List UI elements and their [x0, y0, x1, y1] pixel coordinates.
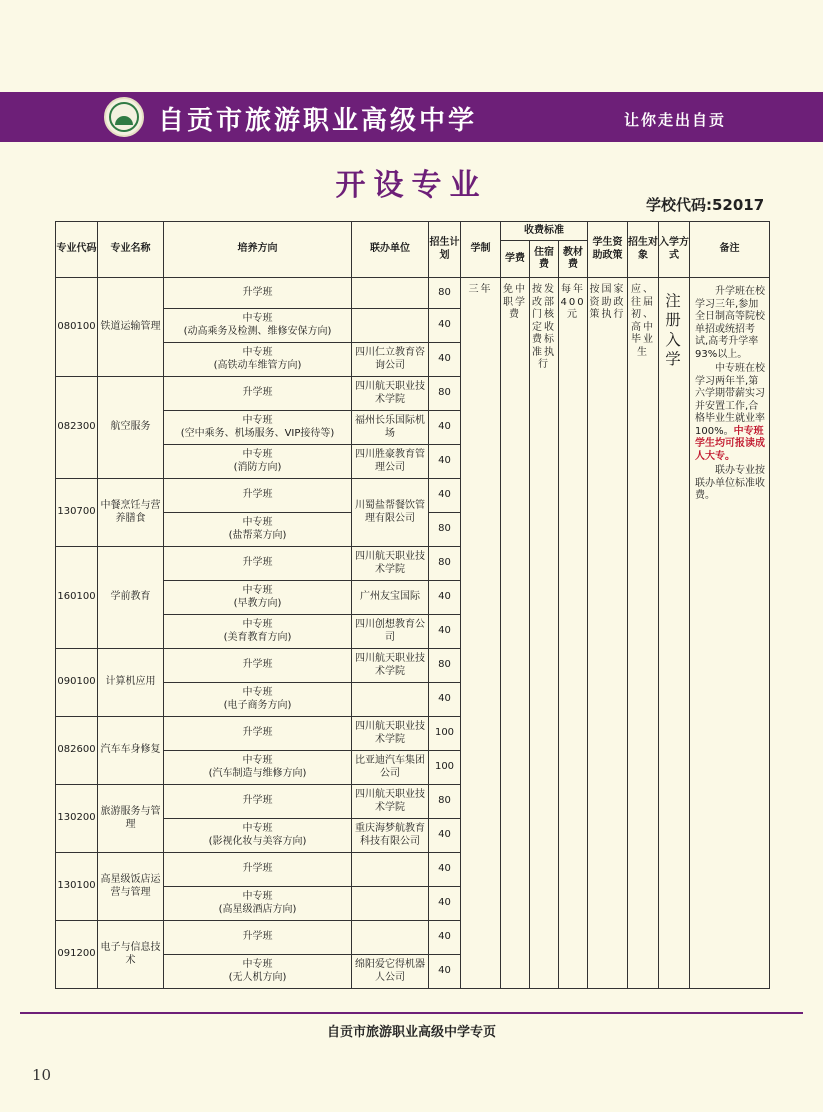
- direction-cell: 升学班: [164, 853, 352, 887]
- major-code: 082600: [56, 717, 98, 785]
- partner-cell: [352, 309, 429, 343]
- header-fees: 收费标准: [501, 222, 588, 241]
- enroll-cell: 注册入学: [659, 278, 690, 989]
- major-name: 计算机应用: [98, 649, 164, 717]
- direction-cell: 升学班: [164, 785, 352, 819]
- direction-cell: 中专班 (汽车制造与维修方向): [164, 751, 352, 785]
- school-name: 自贡市旅游职业高级中学: [158, 106, 478, 136]
- major-name: 汽车车身修复: [98, 717, 164, 785]
- direction-cell: 升学班: [164, 921, 352, 955]
- major-code: 160100: [56, 547, 98, 649]
- direction-cell: 升学班: [164, 717, 352, 751]
- table-header-row: [56, 222, 770, 241]
- table-row: [56, 278, 770, 309]
- quota-cell: 80: [429, 649, 461, 683]
- major-code: 130700: [56, 479, 98, 547]
- tuition-cell: 免中职学费: [501, 278, 530, 989]
- partner-cell: 四川航天职业技术学院: [352, 785, 429, 819]
- direction-cell: 中专班 (高星级酒店方向): [164, 887, 352, 921]
- quota-cell: 40: [429, 479, 461, 513]
- direction-cell: 中专班 (美育教育方向): [164, 615, 352, 649]
- remarks-secondary: 中专班在校学习两年半,第六学期带薪实习并安置工作,合格毕业生就业率100%。中专班学生均可报读成人大专。: [695, 363, 766, 462]
- direction-cell: 升学班: [164, 377, 352, 411]
- footer-divider: [20, 1012, 803, 1014]
- page-title: 开设专业: [335, 168, 488, 203]
- quota-cell: 80: [429, 513, 461, 547]
- remarks-cell: [690, 278, 770, 989]
- partner-cell: 福州长乐国际机场: [352, 411, 429, 445]
- major-name: 中餐烹饪与营养膳食: [98, 479, 164, 547]
- majors-table: [55, 221, 770, 989]
- header-books: 教材费: [559, 241, 588, 278]
- partner-cell: [352, 853, 429, 887]
- header-enroll: 入学方式: [659, 222, 690, 278]
- major-name: 高星级饭店运营与管理: [98, 853, 164, 921]
- direction-cell: 中专班 (盐帮菜方向): [164, 513, 352, 547]
- partner-cell: [352, 278, 429, 309]
- direction-cell: 中专班 (影视化妆与美容方向): [164, 819, 352, 853]
- quota-cell: 100: [429, 751, 461, 785]
- major-code: 091200: [56, 921, 98, 989]
- header-aid: 学生资助政策: [588, 222, 628, 278]
- school-code: 学校代码:52017: [646, 196, 765, 214]
- quota-cell: 40: [429, 615, 461, 649]
- major-name: 旅游服务与管理: [98, 785, 164, 853]
- quota-cell: 40: [429, 921, 461, 955]
- partner-cell: 比亚迪汽车集团公司: [352, 751, 429, 785]
- partner-cell: 四川胜豪教育管理公司: [352, 445, 429, 479]
- direction-cell: 中专班 (消防方向): [164, 445, 352, 479]
- partner-cell: [352, 921, 429, 955]
- direction-label: 升学班: [242, 286, 273, 298]
- header-direction: 培养方向: [164, 222, 352, 278]
- header-partner: 联办单位: [352, 222, 429, 278]
- direction-cell: 中专班 (高铁动车维管方向): [164, 343, 352, 377]
- major-name: 学前教育: [98, 547, 164, 649]
- quota-cell: 80: [429, 785, 461, 819]
- direction-cell: 升学班: [164, 547, 352, 581]
- major-code: 130200: [56, 785, 98, 853]
- header-lodging: 住宿费: [530, 241, 559, 278]
- quota-cell: 40: [429, 581, 461, 615]
- quota-cell: 40: [429, 955, 461, 989]
- major-name: 航空服务: [98, 377, 164, 479]
- quota-cell: 40: [429, 683, 461, 717]
- school-slogan: 让你走出自贡: [624, 111, 727, 129]
- remarks-upgrade: 升学班在校学习三年,参加全日制高等院校单招或统招考试,高考升学率93%以上。: [695, 286, 766, 360]
- quota-cell: 40: [429, 309, 461, 343]
- partner-cell: 四川航天职业技术学院: [352, 717, 429, 751]
- partner-cell: 四川创想教育公司: [352, 615, 429, 649]
- header-quota: 招生计划: [429, 222, 461, 278]
- header-tuition: 学费: [501, 241, 530, 278]
- quota-cell: 40: [429, 445, 461, 479]
- direction-cell: 中专班 (动高乘务及检测、维修安保方向): [164, 309, 352, 343]
- direction-cell: 中专班 (空中乘务、机场服务、VIP接待等): [164, 411, 352, 445]
- direction-cell: 中专班 (早教方向): [164, 581, 352, 615]
- partner-cell: 四川仁立教育咨询公司: [352, 343, 429, 377]
- header-name: 专业名称: [98, 222, 164, 278]
- major-code: 090100: [56, 649, 98, 717]
- header-years: 学制: [461, 222, 501, 278]
- major-code: 130100: [56, 853, 98, 921]
- partner-cell: 广州友宝国际: [352, 581, 429, 615]
- major-code: 080100: [56, 278, 98, 377]
- footer-caption: 自贡市旅游职业高级中学专页: [326, 1025, 496, 1040]
- major-name: 铁道运输管理: [98, 278, 164, 377]
- quota-cell: 100: [429, 717, 461, 751]
- partner-cell: 四川航天职业技术学院: [352, 649, 429, 683]
- target-cell: 应、往届初、高中毕业生: [628, 278, 659, 989]
- years-cell: 三年: [461, 278, 501, 989]
- quota-cell: 40: [429, 819, 461, 853]
- partner-cell: 四川航天职业技术学院: [352, 377, 429, 411]
- direction-cell: 升学班: [164, 479, 352, 513]
- remarks-joint: 联办专业按联办单位标准收费。: [695, 465, 766, 501]
- quota-cell: 40: [429, 343, 461, 377]
- page-number: 10: [32, 1066, 52, 1084]
- direction-cell: 升学班: [164, 649, 352, 683]
- school-emblem-icon: [104, 97, 144, 137]
- major-name: 电子与信息技术: [98, 921, 164, 989]
- partner-cell: 四川航天职业技术学院: [352, 547, 429, 581]
- header-remarks: 备注: [690, 222, 770, 278]
- quota-cell: 40: [429, 411, 461, 445]
- quota-cell: 40: [429, 887, 461, 921]
- quota-cell: 80: [429, 278, 461, 309]
- header-banner: [0, 92, 823, 142]
- partner-cell: 重庆海梦航教育科技有限公司: [352, 819, 429, 853]
- lodging-cell: 按发改部门核定收费标准执行: [530, 278, 559, 989]
- partner-cell: 川蜀盐帮餐饮管理有限公司: [352, 479, 429, 547]
- partner-cell: [352, 683, 429, 717]
- remarks-highlight: 中专班学生均可报读成人大专。: [695, 425, 766, 462]
- major-code: 082300: [56, 377, 98, 479]
- partner-cell: 绵阳爱它得机器人公司: [352, 955, 429, 989]
- direction-cell: 中专班 (无人机方向): [164, 955, 352, 989]
- partner-cell: [352, 887, 429, 921]
- quota-cell: 80: [429, 377, 461, 411]
- header-target: 招生对象: [628, 222, 659, 278]
- quota-cell: 80: [429, 547, 461, 581]
- books-cell: 每年400元: [559, 278, 588, 989]
- quota-cell: 40: [429, 853, 461, 887]
- direction-cell: [164, 278, 352, 309]
- aid-cell: 按国家资助政策执行: [588, 278, 628, 989]
- header-code: 专业代码: [56, 222, 98, 278]
- direction-cell: 中专班 (电子商务方向): [164, 683, 352, 717]
